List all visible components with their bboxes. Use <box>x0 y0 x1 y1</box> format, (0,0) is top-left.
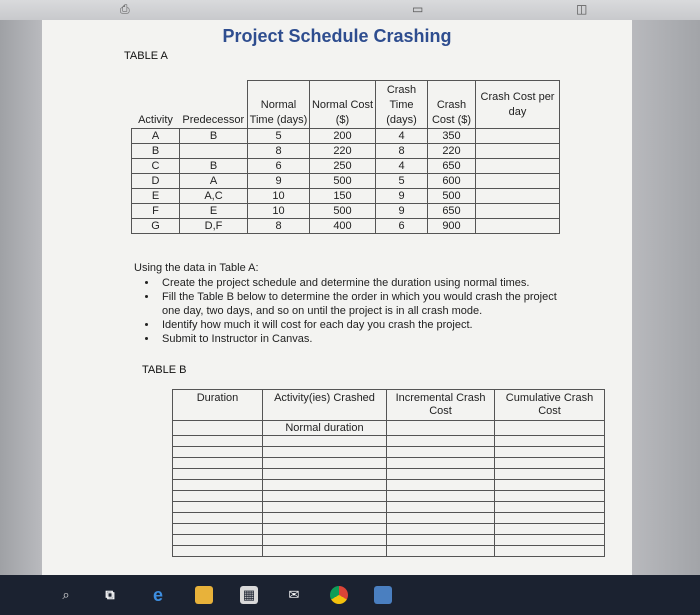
table-b-cell <box>495 436 605 447</box>
header-activities-crashed: Activity(ies) Crashed <box>263 390 387 421</box>
table-row <box>173 447 605 458</box>
minimize-icon: ▭ <box>412 2 424 16</box>
cell-normal-cost: 150 <box>310 189 376 204</box>
table-b-cell <box>173 458 263 469</box>
cell-normal-time: 9 <box>248 174 310 189</box>
table-b-cell <box>263 491 387 502</box>
close-icon: ◫ <box>576 2 588 16</box>
cell-normal-cost: 400 <box>310 219 376 234</box>
table-row <box>132 174 560 189</box>
cell-normal-cost: 220 <box>310 144 376 159</box>
cell-crash-cost-per-day <box>476 144 560 159</box>
cell-normal-time: 10 <box>248 204 310 219</box>
cell-activity: F <box>132 204 180 219</box>
cell-crash-cost-per-day <box>476 174 560 189</box>
cell-normal-time: 8 <box>248 219 310 234</box>
table-row <box>173 546 605 557</box>
cell-predecessor: A,C <box>180 189 248 204</box>
table-b-cell <box>173 480 263 491</box>
store-icon[interactable]: ▦ <box>240 586 258 604</box>
instruction-item: • Fill the Table B below to determine the order in which you would crash the project one day, two days, and so on until the project is in all crash mode. <box>158 290 564 318</box>
cell-crash-cost-per-day <box>476 189 560 204</box>
edge-icon[interactable]: e <box>152 585 163 605</box>
table-b-cell <box>387 436 495 447</box>
table-b-cell <box>387 447 495 458</box>
table-row <box>173 524 605 535</box>
table-b-cell <box>263 469 387 480</box>
cell-predecessor: A <box>180 174 248 189</box>
table-b-cell <box>263 480 387 491</box>
table-b-cell <box>173 546 263 557</box>
table-b-cell <box>495 546 605 557</box>
header-normal-cost: Normal Cost ($) <box>310 81 376 129</box>
table-b-cell <box>495 421 605 436</box>
cell-crash-cost: 350 <box>428 129 476 144</box>
table-row <box>173 491 605 502</box>
table-b-cell <box>387 524 495 535</box>
cell-crash-cost: 900 <box>428 219 476 234</box>
photos-icon[interactable] <box>374 586 392 604</box>
screen-right-margin <box>632 20 700 575</box>
cell-activity: A <box>132 129 180 144</box>
table-b-cell <box>387 513 495 524</box>
cell-normal-cost: 250 <box>310 159 376 174</box>
header-incremental-crash-cost: Incremental Crash Cost <box>387 390 495 421</box>
chrome-icon[interactable] <box>330 586 348 604</box>
instruction-item: • Submit to Instructor in Canvas. <box>158 332 564 346</box>
table-b-cell <box>263 546 387 557</box>
table-b-cell <box>495 469 605 480</box>
cell-crash-cost: 600 <box>428 174 476 189</box>
cell-predecessor: B <box>180 159 248 174</box>
instructions <box>134 261 564 346</box>
table-row <box>173 513 605 524</box>
table-row <box>132 204 560 219</box>
cell-crash-cost: 500 <box>428 189 476 204</box>
table-b-cell <box>263 502 387 513</box>
cell-activity: B <box>132 144 180 159</box>
cell-activity: D <box>132 174 180 189</box>
cell-normal-cost: 500 <box>310 204 376 219</box>
table-b-cell <box>173 436 263 447</box>
table-b-cell <box>387 535 495 546</box>
cell-crash-time: 6 <box>376 219 428 234</box>
document-page <box>42 20 632 575</box>
cell-predecessor <box>180 144 248 159</box>
header-normal-time: Normal Time (days) <box>248 81 310 129</box>
task-view-icon[interactable]: ⧉ <box>105 587 115 602</box>
cell-normal-cost: 500 <box>310 174 376 189</box>
table-b-cell <box>387 421 495 436</box>
screen-left-margin <box>0 20 42 575</box>
table-b-cell <box>495 480 605 491</box>
screen-top-strip <box>0 0 700 20</box>
table-row <box>132 219 560 234</box>
cell-crash-time: 9 <box>376 204 428 219</box>
page-title: Project Schedule Crashing <box>222 26 452 46</box>
table-b-cell <box>387 491 495 502</box>
cell-crash-cost-per-day <box>476 159 560 174</box>
cell-predecessor: D,F <box>180 219 248 234</box>
table-b-cell <box>387 469 495 480</box>
table-row <box>173 535 605 546</box>
table-b-cell <box>263 447 387 458</box>
normal-duration-cell: Normal duration <box>263 421 387 436</box>
cell-activity: G <box>132 219 180 234</box>
table-b-row-normal <box>173 421 605 436</box>
cell-normal-cost: 200 <box>310 129 376 144</box>
header-crash-time: Crash Time (days) <box>376 81 428 129</box>
table-b-cell <box>495 502 605 513</box>
cell-predecessor: B <box>180 129 248 144</box>
table-b-cell <box>495 535 605 546</box>
table-row <box>132 144 560 159</box>
table-b-cell <box>387 502 495 513</box>
table-b-cell <box>173 513 263 524</box>
table-row <box>173 436 605 447</box>
table-row <box>173 458 605 469</box>
table-row <box>173 480 605 491</box>
cell-crash-time: 5 <box>376 174 428 189</box>
table-row <box>132 129 560 144</box>
table-a-header-row <box>132 81 560 129</box>
cell-crash-cost: 650 <box>428 159 476 174</box>
table-b-label: TABLE B <box>142 364 187 376</box>
table-b-cell <box>263 524 387 535</box>
table-b-header-row <box>173 390 605 421</box>
cell-crash-time: 9 <box>376 189 428 204</box>
cell-crash-time: 8 <box>376 144 428 159</box>
print-icon: ⎙ <box>120 2 130 16</box>
search-icon[interactable]: ⌕ <box>62 587 70 602</box>
table-b-cell <box>495 447 605 458</box>
table-row <box>132 189 560 204</box>
table-b-cell <box>387 458 495 469</box>
header-cumulative-crash-cost: Cumulative Crash Cost <box>495 390 605 421</box>
cell-activity: E <box>132 189 180 204</box>
header-activity: Activity <box>138 114 173 126</box>
cell-activity: C <box>132 159 180 174</box>
file-explorer-icon[interactable] <box>195 586 213 604</box>
cell-crash-cost: 650 <box>428 204 476 219</box>
table-b-cell <box>495 524 605 535</box>
table-b-cell <box>173 524 263 535</box>
taskbar <box>0 575 700 615</box>
table-b-cell <box>173 421 263 436</box>
cell-crash-time: 4 <box>376 129 428 144</box>
table-b-cell <box>173 469 263 480</box>
header-duration: Duration <box>173 390 263 421</box>
table-b-cell <box>173 447 263 458</box>
table-b-cell <box>263 458 387 469</box>
header-crash-cost: Crash Cost ($) <box>428 81 476 129</box>
cell-crash-cost-per-day <box>476 219 560 234</box>
header-crash-cost-per-day: Crash Cost per day <box>476 81 560 129</box>
cell-normal-time: 8 <box>248 144 310 159</box>
table-b-cell <box>387 546 495 557</box>
table-b-cell <box>263 513 387 524</box>
table-b-cell <box>387 480 495 491</box>
instructions-list <box>134 276 564 346</box>
table-b-cell <box>495 513 605 524</box>
header-predecessor: Predecessor <box>180 81 248 129</box>
table-b-cell <box>263 436 387 447</box>
table-a-label: TABLE A <box>124 50 168 62</box>
table-b-cell <box>173 535 263 546</box>
instruction-item: • Create the project schedule and determine the duration using normal times. <box>158 276 564 290</box>
cell-normal-time: 5 <box>248 129 310 144</box>
table-b-cell <box>495 491 605 502</box>
table-row <box>173 502 605 513</box>
table-a <box>131 80 560 234</box>
cell-crash-time: 4 <box>376 159 428 174</box>
table-b <box>172 389 605 557</box>
instructions-intro: Using the data in Table A: <box>134 262 259 274</box>
instruction-item: • Identify how much it will cost for each day you crash the project. <box>158 318 564 332</box>
table-row <box>132 159 560 174</box>
cell-normal-time: 10 <box>248 189 310 204</box>
cell-predecessor: E <box>180 204 248 219</box>
cell-crash-cost-per-day <box>476 204 560 219</box>
table-b-cell <box>173 491 263 502</box>
table-row <box>173 469 605 480</box>
cell-crash-cost-per-day <box>476 129 560 144</box>
table-b-cell <box>173 502 263 513</box>
table-b-cell <box>495 458 605 469</box>
mail-icon[interactable]: ✉ <box>288 587 300 602</box>
cell-crash-cost: 220 <box>428 144 476 159</box>
table-b-cell <box>263 535 387 546</box>
cell-normal-time: 6 <box>248 159 310 174</box>
